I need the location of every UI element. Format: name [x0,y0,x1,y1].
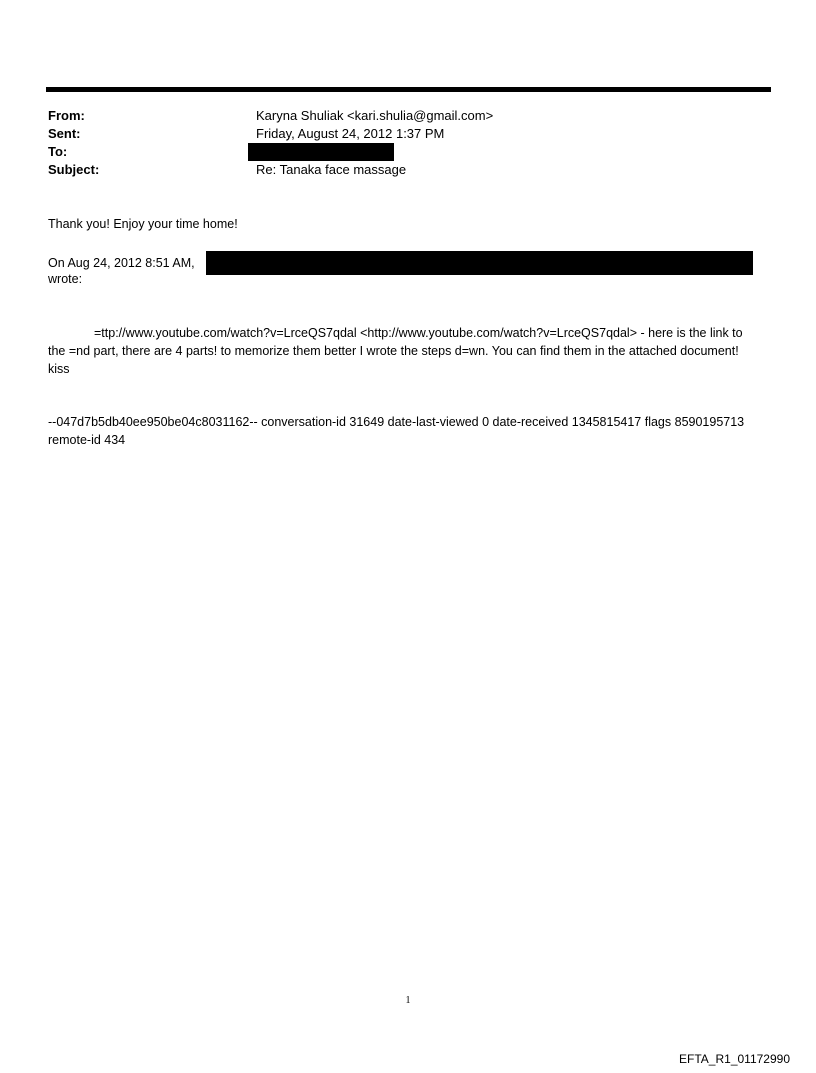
sent-label: Sent: [48,126,81,141]
sender-redaction [206,251,753,275]
greeting-text: Thank you! Enjoy your time home! [48,217,238,231]
from-label: From: [48,108,85,123]
quoted-message-text: =ttp://www.youtube.com/watch?v=LrceQS7qdal <http://www.youtube.com/watch?v=LrceQS7qdal> - here is the link to the =nd part, there are 4 parts! to memorize them better I wrote the steps d=wn. You can find them in the attached document! kiss [48,326,743,376]
quote-intro: On Aug 24, 2012 8:51 AM, [48,256,195,270]
message-metadata: --047d7b5db40ee950be04c8031162-- conversation-id 31649 date-last-viewed 0 date-received 1345815417 flags 8590195713 remote-id 434 [48,415,745,447]
subject-value: Re: Tanaka face massage [256,162,407,177]
document-id: EFTA_R1_01172990 [679,1052,790,1066]
to-label: To: [48,144,68,159]
header-rule [46,87,771,92]
subject-label: Subject: [48,162,100,177]
from-value: Karyna Shuliak <kari.shulia@gmail.com> [256,108,494,123]
page-number: 1 [405,995,411,1006]
to-redaction [248,143,394,161]
quoted-message [48,324,762,378]
sent-value: Friday, August 24, 2012 1:37 PM [256,126,445,141]
quote-wrote: wrote: [48,272,83,286]
